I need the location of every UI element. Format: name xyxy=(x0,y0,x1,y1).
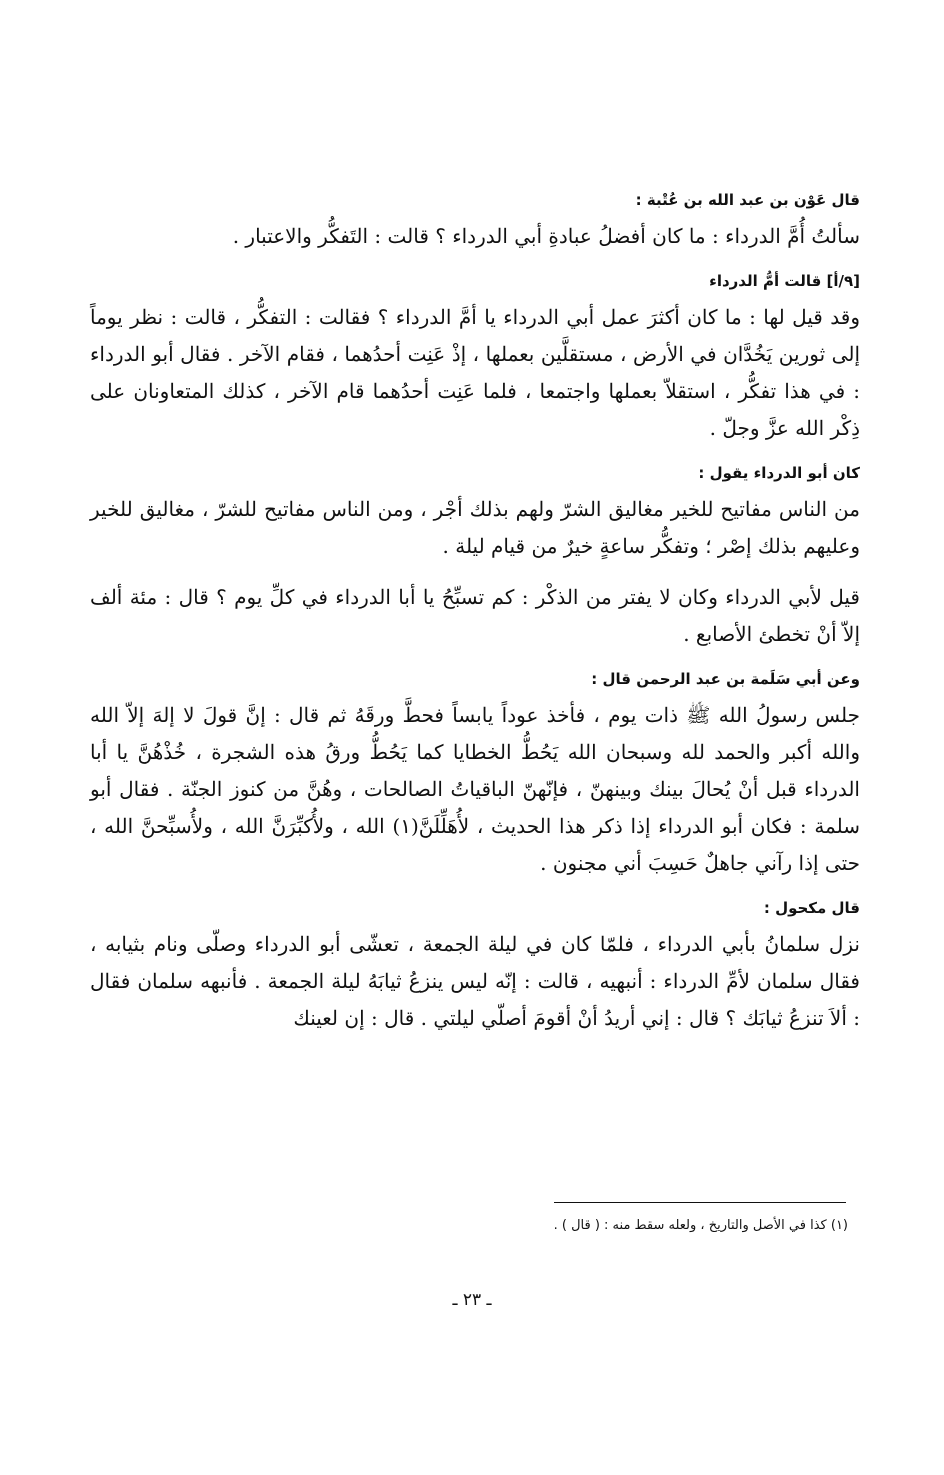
main-text xyxy=(90,188,860,1051)
paragraph: وقد قيل لها : ما كان أكثرَ عمل أبي الدرداء يا أمَّ الدرداء ؟ فقالت : التفكُّر ، قالت : نظر يوماً إلى ثورين يَخُدَّان في الأرض ، مستقلَّين بعملها ، إذْ عَنِت أحدُهما ، فقام الآخر . فقال أبو الدرداء : في هذا تفكُّر ، استقلاّ بعملها واجتمعا ، فلما عَنِت أحدُهما قام الآخر ، كذلك المتعاونان على ذِكْر الله عزَّ وجلّ . xyxy=(90,305,860,440)
section-abu-darda-saying xyxy=(90,461,860,653)
footnote-separator xyxy=(554,1202,846,1203)
section-awn xyxy=(90,188,860,255)
section-abu-salama xyxy=(90,667,860,882)
paragraph: جلس رسولُ الله ﷺ ذات يوم ، فأخذ عوداً يابساً فحطَّ ورقَهُ ثم قال : إنَّ قولَ لا إلهَ إلاّ الله والله أكبر والحمد لله وسبحان الله يَحُطُّ الخطايا كما يَحُطُّ ورقُ هذه الشجرة ، خُذْهُنَّ يا أبا الدرداء قبل أنْ يُحالَ بينك وبينهنّ ، فإنّهنّ الباقياتُ الصالحات ، وهُنَّ من كنوز الجنّة . فقال أبو سلمة : فكان أبو الدرداء إذا ذكر هذا الحديث ، لأُهَلِّلَنَّ(١) الله ، ولأُكبِّرَنَّ الله ، ولأُسبِّحنَّ الله ، حتى إذا رآني جاهلٌ حَسِبَ أني مجنون . xyxy=(90,703,860,875)
section-heading: قال مكحول : xyxy=(763,899,860,917)
paragraph: سألتُ أُمَّ الدرداء : ما كان أفضلُ عبادةِ أبي الدرداء ؟ قالت : التَفكُّر والاعتبار . xyxy=(232,224,860,248)
footnote: (١) كذا في الأصل والتاريخ ، ولعله سقط منه : ( قال ) . xyxy=(553,1218,848,1233)
section-makhul xyxy=(90,896,860,1037)
section-heading: [٩/أ] قالت أمُّ الدرداء xyxy=(709,272,860,290)
section-heading: كان أبو الدرداء يقول : xyxy=(698,464,860,482)
paragraph: قيل لأبي الدرداء وكان لا يفتر من الذكْر : كم تسبِّحُ يا أبا الدرداء في كلِّ يوم ؟ قال : مئة ألف إلاّ أنْ تخطئ الأصابع . xyxy=(90,585,860,646)
paragraph: نزل سلمانُ بأبي الدرداء ، فلمّا كان في ليلة الجمعة ، تعشّى أبو الدرداء وصلّى ونام بثيابه ، فقال سلمان لأمِّ الدرداء : أنبهيه ، قالت : إنّه ليس ينزعُ ثيابَهُ ليلة الجمعة . فأنبهه سلمان فقال : ألاَ تنزعُ ثيابَك ؟ قال : إني أريدُ أنْ أقومَ أصلّي ليلتي . قال : إن لعينك xyxy=(90,932,860,1030)
section-heading: وعن أبي سَلَمة بن عبد الرحمن قال : xyxy=(591,670,860,688)
section-umm-darda xyxy=(90,269,860,447)
page-number: ـ ٢٣ ـ xyxy=(452,1290,492,1310)
paragraph: من الناس مفاتيح للخير مغاليق الشرّ ولهم بذلك أجْر ، ومن الناس مفاتيح للشرّ ، مغاليق للخير وعليهم بذلك إصْر ؛ وتفكُّر ساعةٍ خيرٌ من قيام ليلة . xyxy=(90,497,860,558)
section-heading: قال عَوْن بن عبد الله بن عُتْبة : xyxy=(635,191,860,209)
